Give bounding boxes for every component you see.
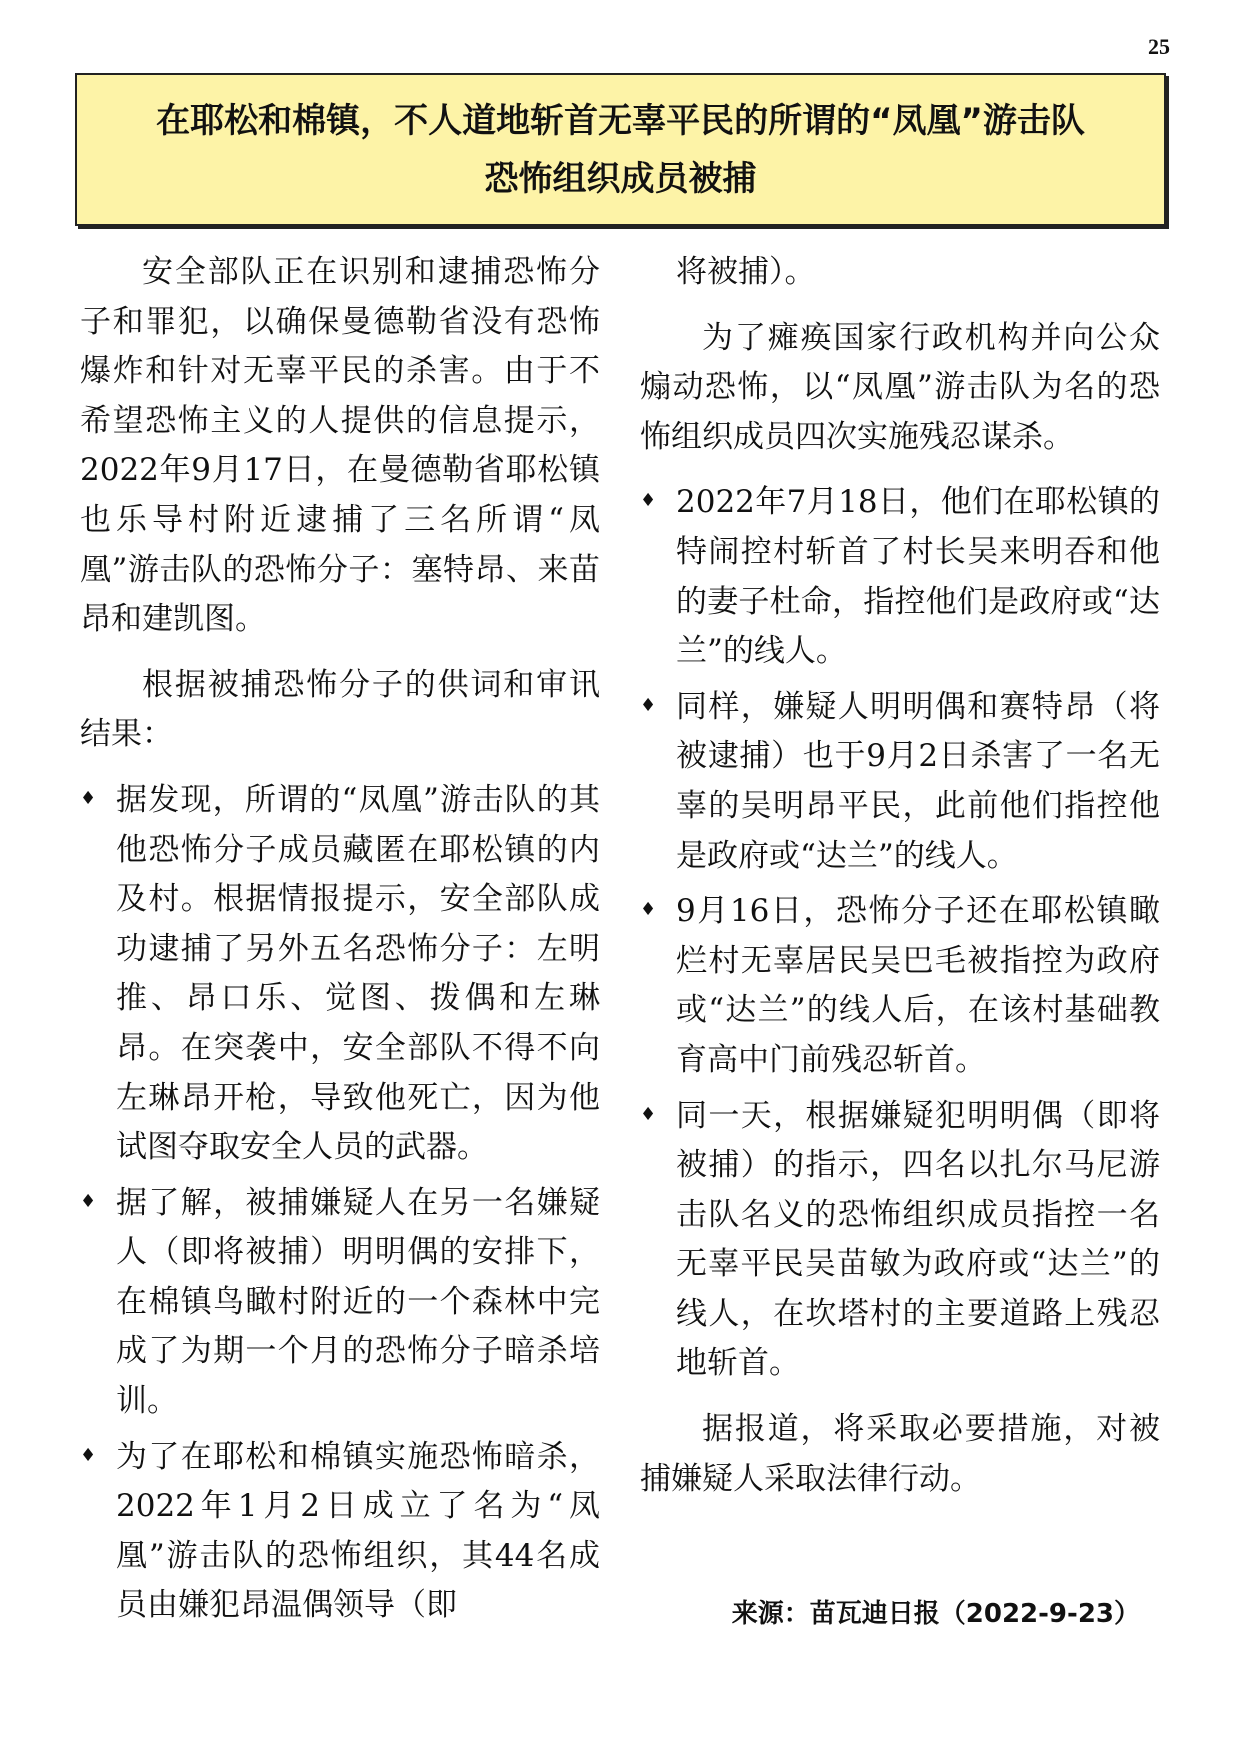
source-credit: 来源：苗瓦迪日报（2022-9-23）: [731, 1599, 1140, 1629]
list-item: [640, 478, 1160, 676]
list-item: [80, 1433, 600, 1631]
body-paragraph: 据报道，将采取必要措施，对被捕嫌疑人采取法律行动。: [640, 1411, 1160, 1497]
diamond-bullet-icon: ♦: [80, 1190, 97, 1212]
list-item-text: 同一天，根据嫌疑犯明明偶（即将被捕）的指示，四名以扎尔马尼游击队名义的恐怖组织成员指控一名无辜平民吴苗敏为政府或“达兰”的线人，在坎塔村的主要道路上残忍地斩首。: [676, 1097, 1160, 1382]
title-line-2: 恐怖组织成员被捕: [484, 158, 757, 199]
list-item: [640, 1092, 1160, 1390]
bullet-list: [80, 776, 600, 1631]
body-paragraph: 为了瘫痪国家行政机构并向公众煽动恐怖，以“凤凰”游击队为名的恐怖组织成员四次实施残忍谋杀。: [640, 319, 1160, 455]
list-item: [640, 683, 1160, 881]
diamond-bullet-icon: ♦: [640, 490, 657, 512]
list-item-text: 据了解，被捕嫌疑人在另一名嫌疑人（即将被捕）明明偶的安排下，在棉镇鸟瞰村附近的一个森林中完成了为期一个月的恐怖分子暗杀培训。: [116, 1184, 600, 1420]
body-paragraph: 安全部队正在识别和逮捕恐怖分子和罪犯，以确保曼德勒省没有恐怖爆炸和针对无辜平民的杀害。由于不希望恐怖主义的人提供的信息提示，2022年9月17日，在曼德勒省耶松镇也乐导村附近逮捕了三名所谓“凤凰”游击队的恐怖分子：塞特昂、来苗昂和建凯图。: [80, 254, 600, 638]
list-item-text: 为了在耶松和棉镇实施恐怖暗杀，2022年1月2日成立了名为“凤凰”游击队的恐怖组织，其44名成员由嫌犯昂温偶领导（即: [116, 1438, 600, 1624]
bullet-list: [640, 478, 1160, 1389]
list-item-text: 9月16日，恐怖分子还在耶松镇瞰烂村无辜居民吴巴毛被指控为政府或“达兰”的线人后，在该村基础教育高中门前残忍斩首。: [676, 893, 1160, 1078]
diamond-bullet-icon: ♦: [640, 1103, 657, 1125]
list-item-text: 据发现，所谓的“凤凰”游击队的其他恐怖分子成员藏匿在耶松镇的内及村。根据情报提示，安全部队成功逮捕了另外五名恐怖分子：左明推、昂口乐、觉图、拨偶和左琳昂。在突袭中，安全部队不得不向左琳昂开枪，导致他死亡，因为他试图夺取安全人员的武器。: [116, 781, 600, 1166]
right-column: [640, 248, 1160, 1520]
continued-text: 将被捕）。: [676, 254, 816, 290]
diamond-bullet-icon: ♦: [80, 1444, 97, 1466]
diamond-bullet-icon: ♦: [640, 694, 657, 716]
list-item: [640, 887, 1160, 1085]
list-item-text: 2022年7月18日，他们在耶松镇的特闹控村斩首了村长吴来明吞和他的妻子杜命，指控他们是政府或“达兰”的线人。: [676, 484, 1160, 670]
diamond-bullet-icon: ♦: [80, 787, 97, 809]
diamond-bullet-icon: ♦: [640, 899, 657, 921]
body-paragraph: 根据被捕恐怖分子的供词和审讯结果：: [80, 666, 600, 753]
page-number: 25: [1148, 34, 1170, 59]
list-item-text: 同样，嫌疑人明明偶和赛特昂（将被逮捕）也于9月2日杀害了一名无辜的吴明昂平民，此前他们指控他是政府或“达兰”的线人。: [676, 688, 1160, 874]
title-line-1: 在耶松和棉镇，不人道地斩首无辜平民的所谓的“凤凰”游击队: [156, 100, 1085, 141]
list-item: [80, 776, 600, 1173]
title-box: [75, 73, 1166, 226]
left-column: [80, 248, 600, 1647]
list-item: [80, 1179, 600, 1427]
article-title: [91, 92, 1151, 208]
